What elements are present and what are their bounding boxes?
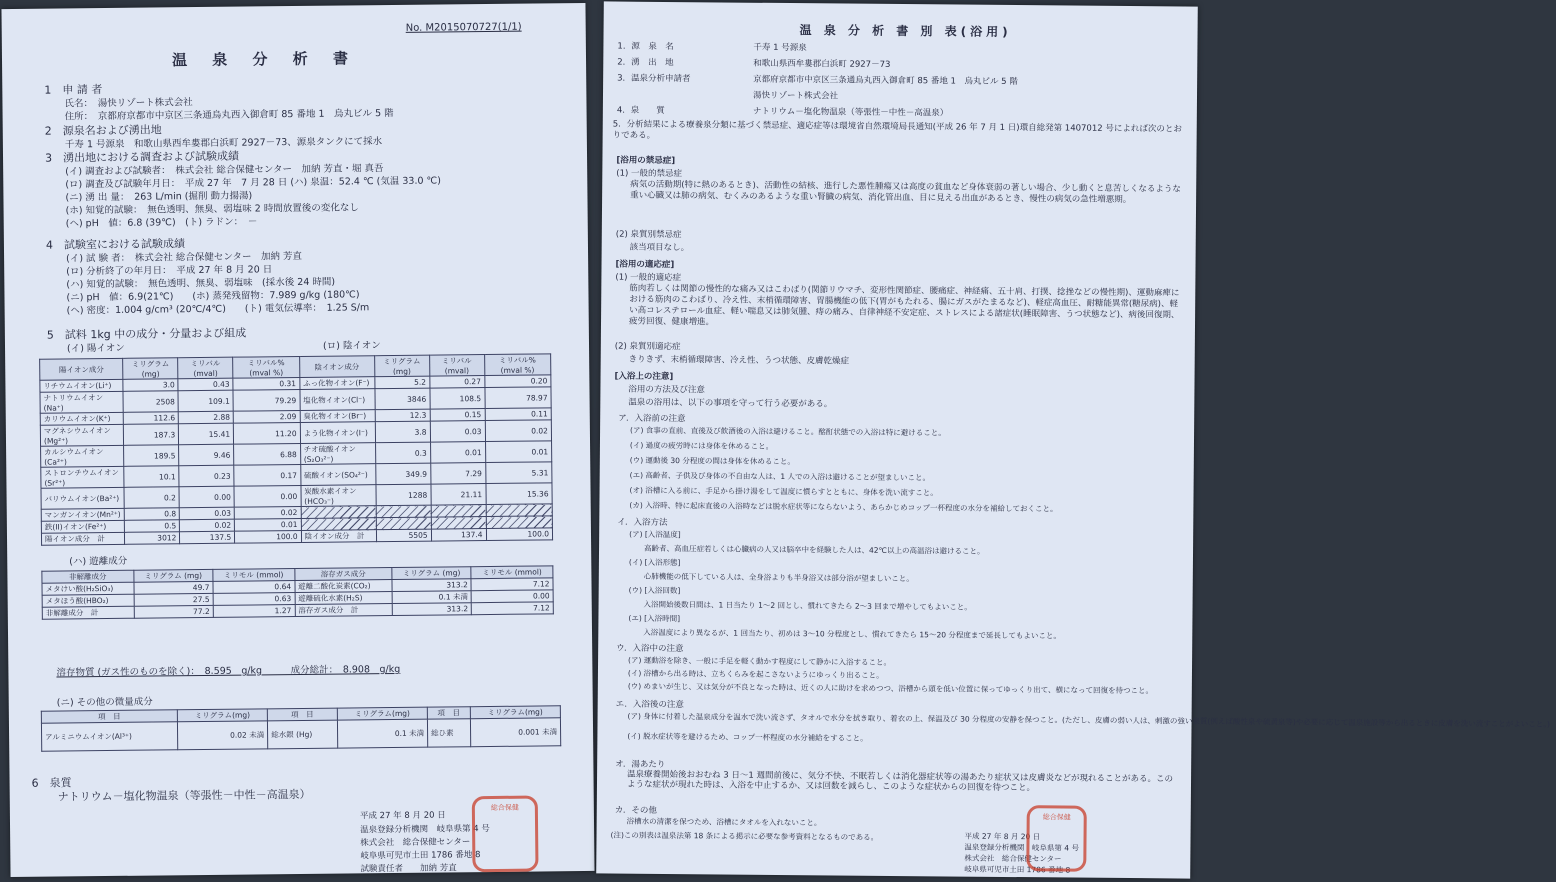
table-cell: ナトリウムイオン(Na⁺)	[40, 391, 124, 413]
table-cell: 5.31	[485, 462, 552, 484]
table-cell: 0.1 未満	[392, 591, 471, 604]
sheet-title: 温 泉 分 析 書	[171, 49, 358, 70]
table-cell: アルミニウムイオン(Al³⁺)	[41, 722, 177, 751]
specific-contraindications-heading: (2) 泉質別禁忌症	[615, 229, 682, 241]
free-components-table	[41, 565, 553, 619]
table-cell: 0.01	[235, 518, 302, 531]
ion-table	[39, 353, 553, 545]
before-bath-heading: ア．入浴前の注意	[618, 413, 686, 425]
column-header: ミリモル (mmol)	[471, 566, 553, 579]
info-key: 2．湧 出 地	[617, 57, 674, 69]
info-value: 京都府京都市中京区三条通烏丸西入御倉町 85 番地 1 烏丸ビル 5 階	[753, 74, 1018, 88]
table-cell: 炭酸水素イオン(HCO₃⁻)	[301, 485, 376, 507]
table-cell: 0.43	[178, 378, 233, 391]
classification-note: 5．分析結果による療養泉分類に基づく禁忌症、適応症等は環境省自然環境局長通知(平成 26 年 7 月 1 日)環自総発第 1407012 号によれば次のとおりである。	[612, 119, 1182, 141]
issue-date: 平成 27 年 8 月 20 日	[359, 810, 446, 822]
list-item: (ア) [入浴温度]	[629, 529, 681, 540]
table-cell	[486, 516, 553, 529]
table-cell: 187.3	[124, 424, 179, 446]
table-cell: 臭化物イオン(Br⁻)	[300, 410, 375, 423]
table-cell: カルシウムイオン(Ca²⁺)	[41, 445, 125, 467]
table-cell: 陰イオン成分 計	[301, 530, 376, 543]
info-key: 3．温泉分析申請者	[617, 73, 691, 85]
table-cell: 137.4	[431, 529, 486, 542]
table-cell: 3.8	[375, 421, 430, 443]
table-cell: 硫酸イオン(SO₄²⁻)	[300, 464, 375, 486]
table-cell: 5505	[376, 529, 431, 542]
dissolved-summary: 溶存物質 (ガス性のものを除く)： 8.595 g/kg 成分総計： 8.908 g/kg	[56, 663, 401, 679]
column-header: ミリモル (mmol)	[213, 569, 295, 582]
info-value: ナトリウム－塩化物温泉（等張性－中性－高温泉）	[752, 106, 949, 119]
table-cell: 0.01	[430, 442, 485, 464]
table-cell: 遊離硫化水素(H₂S)	[295, 592, 393, 605]
table-cell: 100.0	[486, 528, 553, 541]
table-cell: 0.02	[234, 506, 301, 519]
table-cell: 2.09	[233, 410, 300, 423]
column-header: 陰イオン成分	[299, 356, 374, 378]
table-cell: 0.02	[485, 420, 552, 442]
section-5-heading: 5 試料 1kg 中の成分・分量および組成	[46, 326, 247, 342]
appendix-lab-address: 岐阜県可児市土田 1786 番地 8	[964, 864, 1071, 875]
appendix-seal-text: 総合保健	[1042, 813, 1071, 822]
info-value: 湯快リゾート株式会社	[752, 90, 839, 102]
list-item: (ア) 食事の直前、直後及び飲酒後の入浴は避けること。酩酊状態での入浴は特に避けること。	[630, 425, 946, 438]
table-cell: 総ひ素	[427, 719, 470, 747]
list-item: (ウ) 運動後 30 分程度の間は身体を休めること。	[629, 455, 795, 467]
table-cell: 15.36	[486, 483, 553, 505]
table-cell: 189.5	[124, 445, 179, 467]
anion-label: (ロ) 陰イオン	[322, 340, 381, 352]
appendix-sheet	[596, 1, 1550, 878]
table-cell: 3012	[125, 532, 180, 545]
seal-text: 総合保健	[490, 803, 519, 813]
column-header: ミリグラム (mg)	[392, 567, 471, 580]
table-cell: マンガンイオン(Mn²⁺)	[41, 508, 124, 521]
column-header: ミリグラム (mg)	[123, 358, 178, 380]
free-components-label: (ハ) 遊離成分	[69, 555, 128, 568]
column-header: 項 目	[267, 708, 337, 721]
appendix-lab-company: 株式会社 総合保健センター	[964, 853, 1062, 864]
table-cell: 77.2	[134, 605, 213, 618]
table-cell: 0.8	[125, 508, 180, 521]
table-cell: 0.11	[485, 408, 552, 421]
table-cell	[301, 518, 376, 531]
table-cell: 0.27	[429, 376, 484, 389]
column-header: ミリバル% (mval %)	[233, 356, 300, 378]
info-value: 千寿 1 号源泉	[753, 42, 807, 54]
column-header: ミリグラム (mg)	[374, 355, 429, 377]
analysis-sheet	[1, 3, 594, 877]
table-cell: 10.1	[124, 466, 179, 488]
table-cell: 100.0	[235, 530, 302, 543]
table-cell: マグネシウムイオン(Mg²⁺)	[40, 424, 124, 446]
general-contraindications-text: 病気の活動期(特に熱のあるとき)、活動性の結核、進行した悪性腫瘍又は高度の貧血など身体衰弱の著しい場合、少し動くと息苦しくなるような重い心臓又は肺の病気、むくみのあるような重い腎臓の病気、消化管出血、目に見える出血があるとき、慢性の病気の急性増悪期。	[630, 179, 1181, 206]
appendix-issue-date: 平成 27 年 8 月 20 日	[964, 831, 1041, 842]
table-cell: 137.5	[180, 531, 235, 544]
table-cell: 0.17	[234, 464, 301, 486]
bathing-method-intro: 温泉の浴用は、以下の事項を守って行う必要がある。	[628, 397, 833, 410]
trace-components-label: (ニ) その他の微量成分	[56, 696, 153, 709]
table-cell: 0.00	[179, 486, 234, 508]
list-item: (オ) 浴槽に入る前に、手足から掛け湯をして温度に慣らすとともに、身体を洗い流すこと。	[629, 485, 938, 498]
specific-indications-text: きりきず、末梢循環障害、冷え性、うつ状態、皮膚乾燥症	[628, 354, 850, 367]
table-cell: 3.0	[123, 379, 178, 392]
appendix-title: 温 泉 分 析 書 別 表(浴用)	[799, 23, 1012, 39]
table-cell	[431, 505, 486, 518]
table-cell: 313.2	[392, 579, 471, 592]
list-item: 入浴開始後数日間は、1 日当たり 1～2 回とし、慣れてきたら 2～3 回まで増やしてもよいこと。	[628, 599, 972, 612]
table-cell: 陽イオン成分 計	[41, 532, 124, 545]
table-cell: 0.02	[180, 519, 235, 532]
source-location: 千寿 1 号源泉 和歌山県西牟婁郡白浜町 2927－73、源泉タンクにて採水	[64, 136, 383, 151]
column-header: 非解離成分	[42, 570, 134, 583]
flow-rate: (ニ) 湧 出 量： 263 L/min (掘削 動力揚湯)	[65, 190, 253, 204]
table-cell: 3846	[375, 388, 430, 410]
table-cell: 11.20	[234, 422, 301, 444]
table-cell: 総水銀 (Hg)	[268, 720, 338, 749]
column-header: 項 目	[427, 707, 470, 719]
table-cell	[431, 517, 486, 530]
info-value: 和歌山県西牟婁郡白浜町 2927－73	[753, 58, 891, 70]
table-cell: 0.3	[375, 442, 430, 464]
list-item: (エ) 高齢者、子供及び身体の不自由な人は、1 人での入浴は避けることが望ましいこと。	[629, 470, 931, 483]
table-cell: チオ硫酸イオン(S₂O₃²⁻)	[300, 443, 375, 465]
registered-lab: 温泉登録分析機関 岐阜県第 4 号	[360, 824, 490, 836]
table-cell: 21.11	[431, 484, 486, 506]
after-bath-heading: エ．入浴後の注意	[615, 699, 684, 711]
list-item: (ア) 身体に付着した温泉成分を温水で洗い流さず、タオルで水分を拭き取り、着衣の上、保温及び 30 分程度の安静を保つこと。(ただし、皮膚の弱い人は、刺激の強い泉質(例えば酸性泉や硫黄泉等)や必要に応じて温泉施設等から出るときに皮膚を洗い流すことがよいこと。)	[627, 711, 1550, 729]
section-3-heading: 3 湧出地における調査および試験成績	[44, 149, 240, 165]
table-cell: 5.2	[374, 376, 429, 389]
general-contraindications-heading: (1) 一般的禁忌症	[616, 168, 683, 180]
field-sensory-test: (ホ) 知覚的試験： 無色透明、無臭、弱塩味 2 時間放置後の変化なし	[65, 202, 359, 217]
table-cell: 0.15	[430, 409, 485, 422]
table-cell: 7.29	[430, 463, 485, 485]
table-cell: ストロンチウムイオン(Sr²⁺)	[41, 466, 125, 488]
table-cell: 7.12	[471, 578, 553, 591]
table-cell: 0.03	[430, 421, 485, 443]
table-cell: メタほう酸(HBO₂)	[42, 594, 134, 607]
info-key: 1．源 泉 名	[617, 41, 674, 53]
table-cell: 0.5	[125, 520, 180, 533]
official-seal-stamp	[472, 796, 539, 873]
table-cell: 1288	[376, 484, 431, 506]
specific-contraindications-text: 該当項目なし。	[629, 242, 690, 254]
bathing-method-heading: 浴用の方法及び注意	[628, 384, 705, 396]
table-cell	[376, 505, 431, 518]
responsible-person: 試験責任者 加納 芳直	[360, 863, 457, 875]
column-header: 項 目	[41, 710, 177, 723]
table-cell: 0.63	[213, 593, 295, 606]
indications-heading: [浴用の適応症]	[615, 259, 675, 271]
column-header: 溶存ガス成分	[294, 568, 392, 581]
table-cell: 0.02 未満	[177, 721, 267, 750]
table-cell: 0.31	[233, 377, 300, 390]
table-cell: 0.03	[180, 507, 235, 520]
list-item: (ウ) [入浴回数]	[628, 585, 681, 596]
info-key: 4．泉 質	[616, 105, 665, 116]
general-indications-text: 筋肉若しくは関節の慢性的な痛み又はこわばり(関節リウマチ、変形性関節症、腰痛症、神経痛、五十肩、打撲、捻挫などの慢性期)、運動麻痺における筋肉のこわばり、冷え性、末梢循環障害、胃腸機能の低下(胃がもたれる、腸にガスがたまるなど)、軽症高血圧、耐糖能異常(糖尿病)、軽い高コレステロール血症、軽い喘息又は肺気腫、痔の痛み、自律神経不安定症、ストレスによる諸症状(睡眠障害、うつ状態など)、病後回復期、疲労回復、健康増進。	[628, 283, 1180, 328]
table-cell: 0.64	[213, 581, 295, 594]
table-cell: 112.6	[124, 412, 179, 425]
lab-sensory-test: (ハ) 知覚的試験： 無色透明、無臭、弱塩味 (採水後 24 時間)	[66, 276, 336, 291]
list-item: 心肺機能の低下している人は、全身浴よりも半身浴又は部分浴が望ましいこと。	[628, 571, 914, 584]
lab-finish-date: (ロ) 分析終了の年月日： 平成 27 年 8 月 20 日	[66, 264, 273, 278]
list-item: (イ) 脱水症状等を避けるため、コップ一杯程度の水分補給をすること。	[627, 731, 868, 743]
table-cell	[486, 504, 553, 517]
appendix-registered-lab: 温泉登録分析機関 岐阜県第 4 号	[964, 842, 1080, 853]
table-cell: 313.2	[392, 603, 471, 616]
table-cell: 1.27	[213, 605, 295, 618]
table-cell: 0.1 未満	[337, 719, 427, 748]
lab-address: 岐阜県可児市土田 1786 番地 8	[360, 850, 481, 862]
table-cell: 0.001 未満	[470, 718, 561, 747]
table-cell: 2.88	[179, 411, 234, 424]
table-row	[41, 718, 560, 751]
table-cell: 0.00	[234, 485, 301, 507]
table-cell: 6.88	[234, 443, 301, 465]
list-item: 入浴温度により異なるが、1 回当たり、初めは 3～10 分程度とし、慣れてきたら 15～20 分程度まで延長してもよいこと。	[628, 627, 1061, 641]
specific-indications-heading: (2) 泉質別適応症	[614, 341, 681, 353]
section-1-heading: 1 申 請 者	[44, 83, 103, 97]
lab-tester: (イ) 試 験 者： 株式会社 総合保健センター 加納 芳直	[66, 250, 303, 265]
column-header: ミリグラム(mg)	[470, 706, 560, 719]
field-test-date: (ロ) 調査及び試験年月日： 平成 27 年 7 月 28 日 (ハ) 泉温：52.4 ℃ (気温 33.0 ℃)	[65, 175, 441, 191]
table-cell	[376, 517, 431, 530]
table-cell: リチウムイオン(Li⁺)	[40, 379, 123, 392]
applicant-name: 氏名： 湯快リゾート株式会社	[64, 97, 193, 110]
table-cell: 9.46	[179, 444, 234, 466]
list-item: (イ) [入浴形態]	[628, 557, 681, 568]
table-cell: 0.23	[179, 465, 234, 487]
column-header: ミリグラム (mg)	[134, 569, 213, 582]
table-cell: ふっ化物イオン(F⁻)	[299, 377, 374, 390]
table-cell: 15.41	[179, 423, 234, 445]
table-cell: 0.2	[124, 487, 179, 509]
list-item: (イ) 浴槽から出る時は、立ちくらみを起こさないようにゆっくり出ること。	[627, 668, 884, 680]
table-cell: 109.1	[178, 390, 233, 412]
during-bath-heading: ウ．入浴中の注意	[616, 643, 684, 655]
onsen-sickness-text: 温泉療養開始後おおむね 3 日～1 週間前後に、気分不快、不眠若しくは消化器症状等の湯あたり症状又は皮膚炎などが現れることがある。このような症状が現れた時は、入浴を中止するか、又は回数を減らし、このような症状からの回復を待つこと。	[626, 769, 1174, 794]
bath-method-heading: イ．入浴方法	[617, 517, 668, 529]
general-indications-heading: (1) 一般的適応症	[615, 272, 682, 284]
onsen-sickness-heading: オ．湯あたり	[615, 759, 666, 770]
section-2-heading: 2 源泉名および湧出地	[44, 123, 162, 138]
list-item: (エ) [入浴時間]	[628, 613, 681, 624]
other-notes-heading: カ．その他	[614, 805, 657, 816]
table-cell: 7.12	[472, 602, 554, 615]
table-cell: 非解離成分 計	[42, 606, 134, 619]
table-cell: 2508	[123, 391, 178, 413]
table-cell: 溶存ガス成分 計	[295, 604, 393, 617]
table-cell: よう化物イオン(I⁻)	[300, 422, 375, 444]
list-item: (カ) 入浴時、特に起床直後の入浴時などは脱水症状等にならないよう、あらかじめコップ一杯程度の水分を補給しておくこと。	[629, 500, 1058, 514]
list-item: (ア) 運動浴を除き、一般に手足を軽く動かす程度にして静かに入浴すること。	[628, 655, 892, 667]
table-cell: 27.5	[134, 593, 213, 606]
list-item: (イ) 過度の疲労時には身体を休めること。	[629, 440, 774, 451]
list-item: (ウ) めまいが生じ、又は気分が不良となった時は、近くの人に助けを求めつつ、浴槽から頭を低い位置に保ってゆっくり出て、横になって回復を待つこと。	[627, 681, 1154, 696]
appendix-seal-stamp	[1026, 805, 1087, 872]
column-header: ミリバル (mval)	[178, 357, 233, 379]
applicant-address: 住所： 京都府京都市中京区三条通烏丸西入御倉町 85 番地 1 烏丸ビル 5 階	[64, 107, 394, 123]
table-cell: バリウムイオン(Ba²⁺)	[41, 487, 125, 509]
table-cell: メタけい酸(H₂SiO₃)	[42, 582, 134, 595]
table-cell	[301, 506, 376, 519]
table-cell: 108.5	[430, 388, 485, 410]
cation-label: (イ) 陽イオン	[66, 342, 125, 355]
table-cell: 79.29	[233, 389, 300, 411]
table-cell: 塩化物イオン(Cl⁻)	[300, 389, 375, 411]
lab-ph-residue: (ニ) pH 値：6.9(21℃) (ホ) 蒸発残留物：7.989 g/kg (180℃)	[66, 289, 360, 304]
column-header: ミリグラム(mg)	[337, 707, 427, 720]
table-cell: 49.7	[134, 581, 213, 594]
contraindications-heading: [浴用の禁忌症]	[616, 155, 676, 167]
table-cell: カリウムイオン(K⁺)	[40, 412, 123, 425]
other-notes-text: 浴槽水の清潔を保つため、浴槽にタオルを入れないこと。	[626, 816, 822, 828]
table-cell: 0.01	[485, 441, 552, 463]
lab-density-conductivity: (ヘ) 密度：1.004 g/cm³ (20℃/4℃) (ト) 電気伝導率： 1.25 S/m	[66, 302, 370, 317]
lab-company: 株式会社 総合保健センター	[360, 837, 471, 849]
list-item: 高齢者、高血圧症若しくは心臓病の人又は脳卒中を経験した人は、42℃以上の高温浴は避けること。	[629, 543, 985, 556]
column-header: ミリバル% (mval %)	[484, 354, 551, 376]
table-cell: 0.00	[471, 590, 553, 603]
table-cell: 349.9	[375, 463, 430, 485]
column-header: ミリバル (mval)	[429, 355, 484, 377]
column-header: ミリグラム(mg)	[177, 709, 267, 722]
table-cell: 78.97	[485, 387, 552, 409]
field-ph: (ヘ) pH 値：6.8 (39℃) (ト) ラドン： －	[65, 216, 258, 230]
section-6-heading: 6 泉質	[31, 776, 72, 790]
field-tester: (イ) 調査および試験者： 株式会社 総合保健センター 加納 芳直・堀 真吾	[65, 163, 384, 178]
table-cell: 12.3	[375, 409, 430, 422]
spring-quality: ナトリウム－塩化物温泉（等張性－中性－高温泉）	[57, 787, 311, 804]
section-4-heading: 4 試験室における試験成績	[45, 237, 186, 252]
table-cell: 遊離二酸化炭素(CO₂)	[295, 580, 393, 593]
appendix-footnote: (注)この別表は温泉法第 18 条による掲示に必要な参考資料となるものである。	[610, 830, 879, 842]
bathing-notes-heading: [入浴上の注意]	[614, 371, 674, 383]
trace-table	[41, 705, 561, 751]
column-header: 陽イオン成分	[40, 358, 124, 380]
table-cell: 0.20	[484, 375, 551, 388]
document-number: No. M2015070727(1/1)	[405, 21, 522, 34]
table-cell: 鉄(II)イオン(Fe²⁺)	[41, 520, 124, 533]
